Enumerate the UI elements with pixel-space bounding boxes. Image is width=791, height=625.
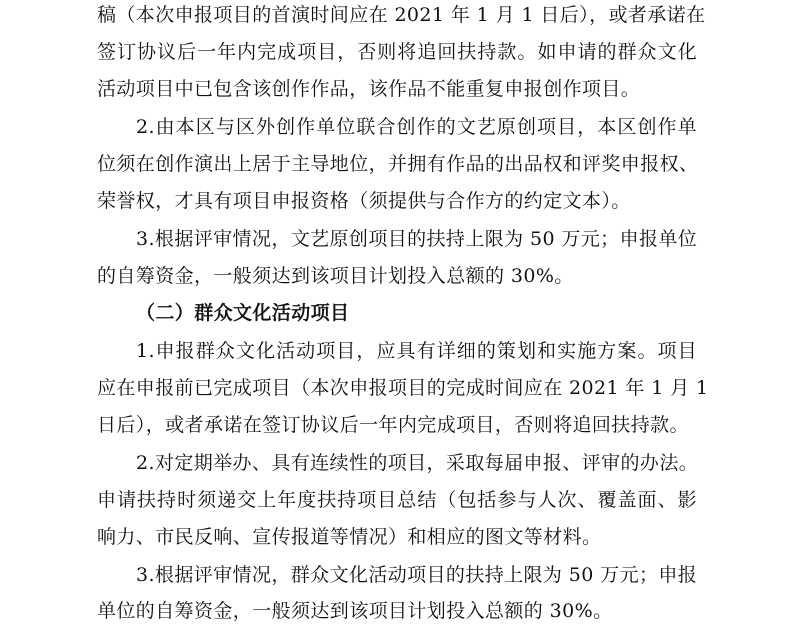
paragraph-line: 2.由本区与区外创作单位联合创作的文艺原创项目，本区创作单 [136, 116, 697, 138]
paragraph-line: 3.根据评审情况，文艺原创项目的扶持上限为 50 万元；申报单位 [136, 228, 698, 250]
paragraph-line: 3.根据评审情况，群众文化活动项目的扶持上限为 50 万元；申报 [136, 564, 698, 586]
paragraph-line: 日后），或者承诺在签订协议后一年内完成项目，否则将追回扶持款。 [97, 414, 689, 436]
paragraph-line: 荣誉权，才具有项目申报资格（须提供与合作方的约定文本）。 [97, 190, 631, 212]
paragraph-line: 响力、市民反响、宣传报道等情况）和相应的图文等材料。 [97, 526, 602, 548]
paragraph-line: 的自筹资金，一般须达到该项目计划投入总额的 30%。 [97, 265, 574, 287]
paragraph-line: 申请扶持时须递交上年度扶持项目总结（包括参与人次、覆盖面、影 [97, 489, 697, 511]
paragraph-line: 单位的自筹资金，一般须达到该项目计划投入总额的 30%。 [97, 600, 613, 622]
paragraph-line: 2.对定期举办、具有连续性的项目，采取每届申报、评审的办法。 [136, 452, 699, 474]
paragraph-line: 应在申报前已完成项目（本次申报项目的完成时间应在 2021 年 1 月 1 [97, 377, 709, 399]
paragraph-line: 签订协议后一年内完成项目，否则将追回扶持款。如申请的群众文化 [97, 41, 697, 63]
paragraph-line: 稿（本次申报项目的首演时间应在 2021 年 1 月 1 日后），或者承诺在 [97, 4, 706, 26]
paragraph-line: 1.申报群众文化活动项目，应具有详细的策划和实施方案。项目 [136, 340, 697, 362]
paragraph-line: 活动项目中已包含该创作作品，该作品不能重复申报创作项目。 [97, 78, 641, 100]
paragraph-line: 位须在创作演出上居于主导地位，并拥有作品的出品权和评奖申报权、 [97, 153, 699, 175]
section-heading: （二）群众文化活动项目 [136, 302, 350, 324]
